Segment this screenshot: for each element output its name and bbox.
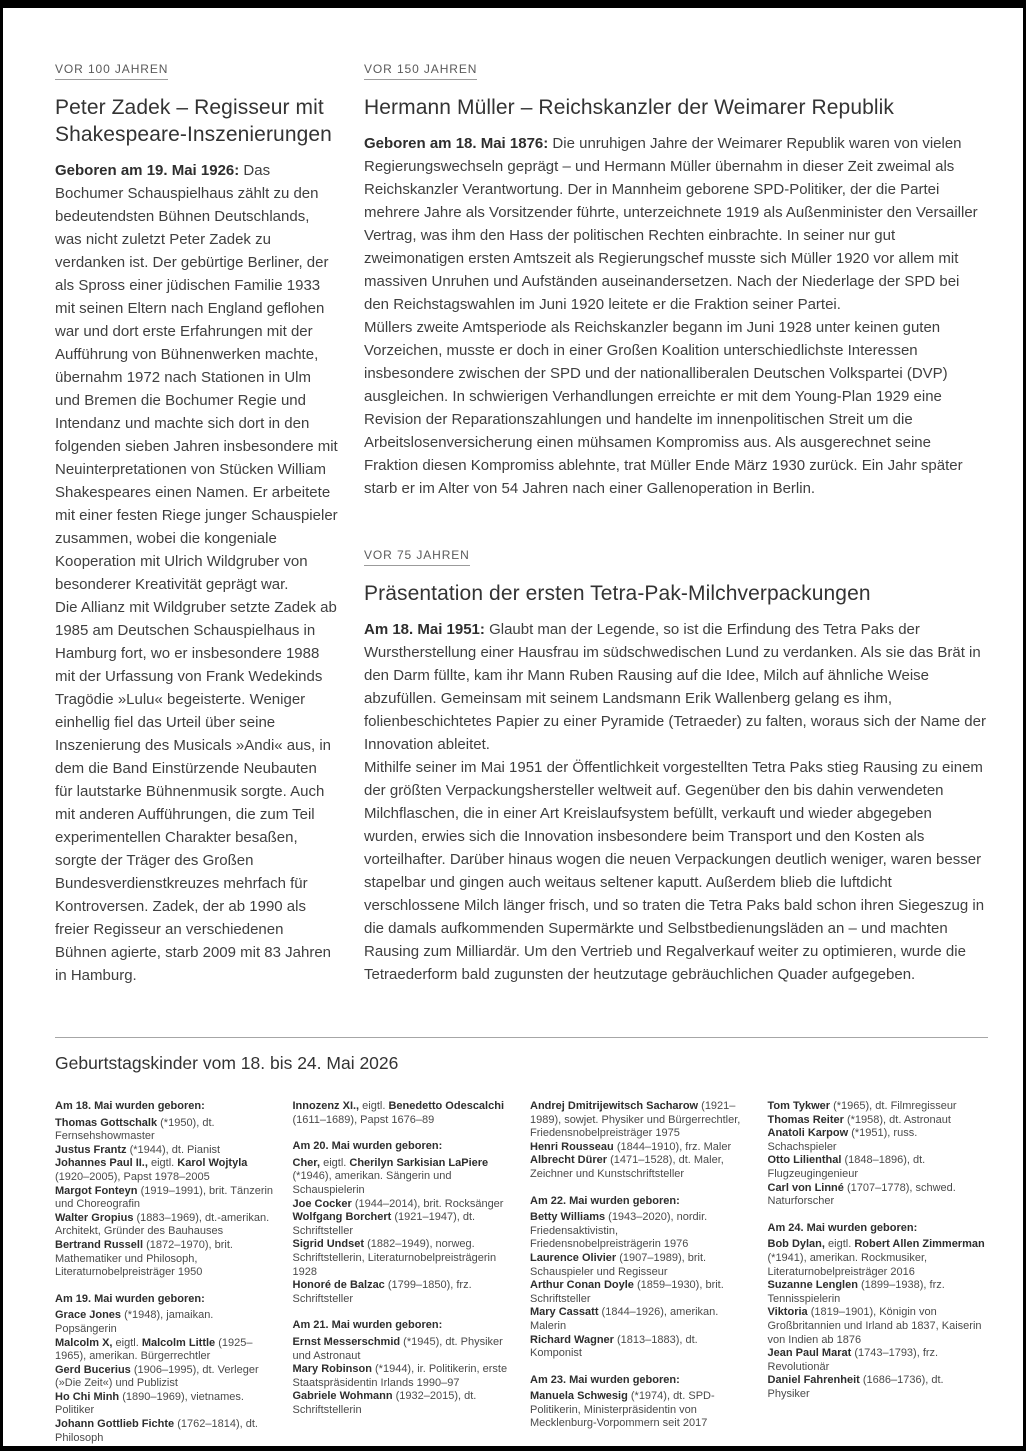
article-title: Hermann Müller – Reichskanzler der Weimarer Republik	[364, 96, 895, 119]
birthday-person-name: Arthur Conan Doyle	[530, 1279, 637, 1292]
birthday-person-name: Cher,	[292, 1156, 324, 1169]
birthday-person-name: Benedetto Odescalchi	[388, 1100, 505, 1112]
birthday-day-header: Am 24. Mai wurden geboren:	[767, 1221, 918, 1234]
birthday-person-name: Bob Dylan,	[767, 1238, 829, 1251]
birthday-entry: Gerd Bucerius (1906–1995), dt. Verleger (»Die Zeit«) und Publizist	[55, 1363, 259, 1390]
birthday-person-name: Gabriele Wohmann	[292, 1390, 396, 1403]
birthday-person-name: Manuela Schwesig	[530, 1390, 631, 1403]
birthday-person-name: Viktoria	[767, 1306, 811, 1319]
article-title: Präsentation der ersten Tetra-Pak-Milchverpackungen	[364, 582, 871, 605]
birthday-entry: Ho Chi Minh (1890–1969), vietnames. Politiker	[55, 1390, 244, 1417]
birthday-person-name: Cherilyn Sarkisian LaPiere	[349, 1156, 489, 1169]
article-hermann-mueller	[364, 60, 988, 500]
birthday-entry: Mary Cassatt (1844–1926), amerikan. Malerin	[530, 1306, 719, 1332]
birthday-person-name: Betty Williams	[530, 1211, 609, 1224]
birthday-person-name: Ernst Messerschmid	[292, 1335, 404, 1348]
birthday-entry: Johannes Paul II., eigtl. Karol Wojtyla (1920–2005), Papst 1978–2005	[55, 1157, 248, 1183]
birthday-person-name: Otto Lilienthal	[767, 1154, 845, 1167]
article-paragraph: Geboren am 19. Mai 1926: Das Bochumer Schauspielhaus zählt zu den bedeutendsten Bühnen Deutschlands, was nicht zuletzt Peter Zadek zu verdanken ist. Der gebürtige Berliner, der als Spross einer jüdischen Familie 1933 mit seinen Eltern nach England geflohen war und dort erste Erfahrungen mit der Aufführung von Bühnenwerken machte, übernahm 1972 nach Stationen in Ulm und Bremen die Bochumer Regie und Intendanz und machte sich dort in den folgenden sieben Jahren insbesondere mit Neuinterpretationen von Stücken William Shakespeares einen Namen. Er arbeitete mit einer festen Riege junger Schauspieler zusammen, wobei die kongeniale Kooperation mit Ulrich Wildgruber von besonderer Kreativität geprägt war.	[55, 162, 338, 593]
article-body	[364, 618, 988, 986]
birthday-entry: Anatoli Karpow (*1951), russ. Schachspieler	[767, 1127, 918, 1153]
birthday-entry: Laurence Olivier (1907–1989), brit. Schauspieler und Regisseur	[530, 1251, 707, 1278]
birthday-entry: Arthur Conan Doyle (1859–1930), brit. Schriftsteller	[530, 1279, 724, 1305]
birthday-entry: Carl von Linné (1707–1778), schwed. Naturforscher	[767, 1181, 956, 1208]
birthday-person-name: Gerd Bucerius	[55, 1363, 134, 1376]
birthday-person-name: Anatoli Karpow	[767, 1127, 852, 1140]
birthday-entry: Suzanne Lenglen (1899–1938), frz. Tennisspielerin	[767, 1279, 945, 1305]
section-divider	[55, 1037, 988, 1038]
birthday-person-name: Robert Allen Zimmerman	[854, 1238, 985, 1251]
birthday-entry: Thomas Reiter (*1958), dt. Astronaut	[767, 1113, 951, 1126]
birthday-entry: Margot Fonteyn (1919–1991), brit. Tänzerin und Choreografin	[55, 1184, 274, 1211]
birthday-person-name: Walter Gropius	[55, 1211, 137, 1224]
article-lead-date: Geboren am 18. Mai 1876:	[364, 135, 553, 152]
birthday-entry: Johann Gottlieb Fichte (1762–1814), dt. Philosoph	[55, 1418, 258, 1444]
birthday-person-name: Carl von Linné	[767, 1181, 847, 1194]
birthday-person-name: Mary Robinson	[292, 1363, 376, 1376]
birthday-column	[768, 1100, 989, 1445]
magazine-page	[3, 8, 1023, 1446]
birthday-column	[293, 1100, 514, 1445]
birthday-person-name: Wolfgang Borchert	[292, 1211, 395, 1224]
birthday-person-name: Johann Gottlieb Fichte	[55, 1418, 178, 1431]
article-peter-zadek	[55, 60, 338, 987]
birthday-person-name: Suzanne Lenglen	[767, 1279, 862, 1292]
birthday-columns	[55, 1100, 988, 1445]
article-paragraph: Mithilfe seiner im Mai 1951 der Öffentlichkeit vorgestellten Tetra Paks stieg Rausing zu einem der größten Verpackungshersteller weltweit auf. Gegenüber den bis dahin verwendeten Milchflaschen, die in einer Art Kreislaufsystem befüllt, verkauft und wieder abgegeben wurden, erwies sich die Innovation insbesondere beim Transport und den Kosten als vorteilhafter. Darüber hinaus wogen die neuen Verpackungen deutlich weniger, waren besser stapelbar und gingen auch weitaus seltener kaputt. Außerdem blieb die luftdicht verschlossene Milch länger frisch, und so traten die Tetra Paks bald schon ihren Siegeszug in die damals aufkommenden Supermärkte und Selbstbedienungsläden an – und machten Rausing zum Milliardär. Um den Vertrieb und Regalverkauf weiter zu optimieren, wurde die Tetraederform bald zugunsten der heutzutage gebräuchlichen Quader aufgegeben.	[364, 759, 985, 983]
birthday-column	[55, 1100, 276, 1445]
birthday-person-name: Daniel Fahrenheit	[767, 1374, 863, 1387]
birthday-entry: Sigrid Undset (1882–1949), norweg. Schriftstellerin, Literaturnobelpreisträgerin 1928	[292, 1238, 497, 1278]
birthday-day-header: Am 20. Mai wurden geboren:	[292, 1140, 443, 1153]
kicker-row	[55, 60, 338, 80]
birthday-entry: Wolfgang Borchert (1921–1947), dt. Schriftsteller	[292, 1211, 476, 1237]
birthday-entry: Bertrand Russell (1872–1970), brit. Mathematiker und Philosoph, Literaturnobelpreisträger 1950	[55, 1238, 233, 1279]
birthday-person-name: Tom Tykwer	[767, 1100, 834, 1112]
articles-section	[55, 60, 988, 987]
article-paragraph: Müllers zweite Amtsperiode als Reichskanzler begann im Juni 1928 unter keinen guten Vorzeichen, musste er doch in einer Großen Koalition unterschiedlichste Interessen insbesondere zwischen der SPD und der nationalliberalen Deutschen Volkspartei (DVP) ausgleichen. In schwierigen Verhandlungen erreichte er mit dem Young-Plan 1929 eine Revision der Reparationszahlungen und handelte im innenpolitischen Streit um die Arbeitslosenversicherung einen mühsamen Kompromiss aus. Als ausgerechnet seine Fraktion diesen Kompromiss ablehnte, trat Müller Ende März 1930 zurück. Ein Jahr später starb er im Alter von 54 Jahren nach einer Gallenoperation in Berlin.	[364, 319, 963, 497]
article-kicker: VOR 100 JAHREN	[55, 62, 168, 80]
birthday-person-name: Malcolm Little	[141, 1336, 219, 1349]
birthday-person-name: Justus Frantz	[55, 1143, 130, 1156]
birthday-entry: Cher, eigtl. Cherilyn Sarkisian LaPiere (*1946), amerikan. Sängerin und Schauspielerin	[292, 1156, 489, 1196]
birthday-entry: Malcolm X, eigtl. Malcolm Little (1925–1965), amerikan. Bürgerrechtler	[55, 1336, 253, 1363]
birthday-entry: Walter Gropius (1883–1969), dt.-amerikan. Architekt, Gründer des Bauhauses	[55, 1211, 270, 1238]
article-body	[55, 159, 338, 987]
birthday-day-header: Am 21. Mai wurden geboren:	[292, 1319, 443, 1332]
birthdays-section	[55, 1053, 988, 1445]
birthday-entry: Grace Jones (*1948), jamaikan. Popsängerin	[55, 1309, 214, 1335]
article-title: Peter Zadek – Regisseur mit Shakespeare-Inszenierungen	[55, 96, 332, 146]
birthday-entry: Jean Paul Marat (1743–1793), frz. Revolutionär	[767, 1347, 939, 1373]
birthday-entry: Albrecht Dürer (1471–1528), dt. Maler, Zeichner und Kunstschriftsteller	[530, 1154, 724, 1180]
article-kicker: VOR 75 JAHREN	[364, 548, 470, 566]
birthday-entry: Otto Lilienthal (1848–1896), dt. Flugzeugingenieur	[767, 1154, 926, 1180]
birthday-entry: Thomas Gottschalk (*1950), dt. Fernsehshowmaster	[55, 1116, 215, 1143]
right-column	[364, 60, 988, 987]
birthday-person-name: Malcolm X,	[55, 1336, 116, 1349]
article-paragraph: Die Allianz mit Wildgruber setzte Zadek ab 1985 am Deutschen Schauspielhaus in Hamburg fort, wo er insbesondere 1988 mit der Urfassung von Frank Wedekinds Tragödie »Lulu« begeisterte. Weniger einhellig fiel das Urteil über seine Inszenierung des Musicals »Andi« aus, in dem die Band Einstürzende Neubauten für lautstarke Bühnenmusik sorgte. Auch mit anderen Aufführungen, die zum Teil experimentellen Charakter besaßen, sorgte der Träger des Großen Bundesverdienstkreuzes mehrfach für Kontroversen. Zadek, der ab 1990 als freier Regisseur an verschiedenen Bühnen agierte, starb 2009 mit 83 Jahren in Hamburg.	[55, 599, 337, 984]
birthday-entry: Henri Rousseau (1844–1910), frz. Maler	[530, 1140, 732, 1153]
birthday-entry: Bob Dylan, eigtl. Robert Allen Zimmerman (*1941), amerikan. Rockmusiker, Literaturnobelpreisträger 2016	[767, 1238, 985, 1278]
birthday-entry: Honoré de Balzac (1799–1850), frz. Schriftsteller	[292, 1279, 472, 1305]
birthday-person-name: Joe Cocker	[292, 1197, 355, 1210]
article-paragraph: Am 18. Mai 1951: Glaubt man der Legende, so ist die Erfindung des Tetra Paks der Wurstherstellung einer Hausfrau im südschwedischen Lund zu verdanken. Als sie das Brät in den Darm füllte, kam ihr Mann Ruben Rausing auf die Idee, Milch auf ähnliche Weise abzufüllen. Gemeinsam mit seinem Landsmann Erik Wallenberg gelang es ihm, folienbeschichtetes Papier zu einer Pyramide (Tetraeder) zu falten, woraus sich der Name der Innovation ableitet.	[364, 621, 986, 753]
birthday-person-name: Johannes Paul II.,	[55, 1157, 151, 1170]
article-lead-date: Geboren am 19. Mai 1926:	[55, 162, 244, 179]
birthday-person-name: Laurence Olivier	[530, 1251, 620, 1264]
birthday-entry: Ernst Messerschmid (*1945), dt. Physiker und Astronaut	[292, 1335, 503, 1362]
birthday-person-name: Henri Rousseau	[530, 1140, 617, 1153]
article-body	[364, 132, 988, 500]
birthday-entry: Daniel Fahrenheit (1686–1736), dt. Physiker	[767, 1374, 944, 1400]
birthday-entry: Betty Williams (1943–2020), nordir. Friedensaktivistin, Friedensnobelpreisträgerin 1976	[530, 1211, 708, 1251]
article-kicker: VOR 150 JAHREN	[364, 62, 477, 80]
kicker-row	[364, 60, 988, 80]
birthday-entry: Richard Wagner (1813–1883), dt. Komponist	[530, 1333, 698, 1360]
birthday-entry: Innozenz XI., eigtl. Benedetto Odescalchi (1611–1689), Papst 1676–89	[292, 1100, 505, 1126]
birthday-person-name: Bertrand Russell	[55, 1238, 147, 1251]
birthday-person-name: Andrej Dmitrijewitsch Sacharow	[530, 1100, 702, 1112]
birthday-entry: Justus Frantz (*1944), dt. Pianist	[55, 1143, 221, 1156]
birthday-person-name: Richard Wagner	[530, 1333, 617, 1346]
birthday-person-name: Thomas Reiter	[767, 1113, 847, 1126]
kicker-row	[364, 546, 988, 566]
birthday-entry: Manuela Schwesig (*1974), dt. SPD-Politikerin, Ministerpräsidentin von Mecklenburg-Vorpommern seit 2017	[530, 1390, 715, 1430]
birthday-person-name: Mary Cassatt	[530, 1306, 602, 1319]
birthday-entry: Andrej Dmitrijewitsch Sacharow (1921–1989), sowjet. Physiker und Bürgerrechtler, Friedensnobelpreisträger 1975	[530, 1100, 741, 1140]
birthday-person-name: Karol Wojtyla	[177, 1157, 248, 1170]
birthday-person-name: Innozenz XI.,	[292, 1100, 363, 1112]
birthday-entry: Viktoria (1819–1901), Königin von Großbritannien und Irland ab 1837, Kaiserin von Indien ab 1876	[767, 1306, 982, 1346]
birthday-entry: Tom Tykwer (*1965), dt. Filmregisseur	[767, 1100, 957, 1112]
birthday-person-name: Ho Chi Minh	[55, 1390, 123, 1403]
birthday-person-name: Margot Fonteyn	[55, 1184, 141, 1197]
birthday-day-header: Am 18. Mai wurden geboren:	[55, 1100, 205, 1112]
article-paragraph: Geboren am 18. Mai 1876: Die unruhigen Jahre der Weimarer Republik waren von vielen Regierungswechseln geprägt – und Hermann Müller übernahm in dieser Zeit zweimal als Reichskanzler Verantwortung. Der in Mannheim geborene SPD-Politiker, der die Partei mehrere Jahre als Vorsitzender führte, unterzeichnete 1919 als Außenminister den Versailler Vertrag, was ihm den Hass der politischen Rechten einbrachte. In seiner nur gut zweimonatigen ersten Amtszeit als Regierungschef musste sich Müller 1920 vor allem mit massiven Unruhen und Aufständen auseinandersetzen. Nach der Niederlage der SPD bei den Reichstagswahlen im Juni 1920 leitete er die Fraktion seiner Partei.	[364, 135, 978, 313]
birthday-person-name: Thomas Gottschalk	[55, 1116, 161, 1129]
birthday-person-name: Jean Paul Marat	[767, 1347, 855, 1360]
article-lead-date: Am 18. Mai 1951:	[364, 621, 490, 638]
birthday-person-name: Albrecht Dürer	[530, 1154, 611, 1167]
birthday-entry: Gabriele Wohmann (1932–2015), dt. Schriftstellerin	[292, 1390, 477, 1416]
birthday-person-name: Grace Jones	[55, 1309, 125, 1322]
birthday-day-header: Am 19. Mai wurden geboren:	[55, 1292, 205, 1305]
birthday-entry: Joe Cocker (1944–2014), brit. Rocksänger	[292, 1197, 504, 1210]
birthday-day-header: Am 23. Mai wurden geboren:	[530, 1373, 680, 1386]
birthday-column	[530, 1100, 751, 1445]
article-tetra-pak	[364, 546, 988, 986]
birthday-person-name: Sigrid Undset	[292, 1238, 368, 1251]
birthday-day-header: Am 22. Mai wurden geboren:	[530, 1194, 680, 1207]
birthday-entry: Mary Robinson (*1944), ir. Politikerin, erste Staatspräsidentin Irlands 1990–97	[292, 1363, 508, 1389]
birthdays-title: Geburtstagskinder vom 18. bis 24. Mai 2026	[55, 1053, 399, 1073]
birthday-person-name: Honoré de Balzac	[292, 1279, 388, 1292]
